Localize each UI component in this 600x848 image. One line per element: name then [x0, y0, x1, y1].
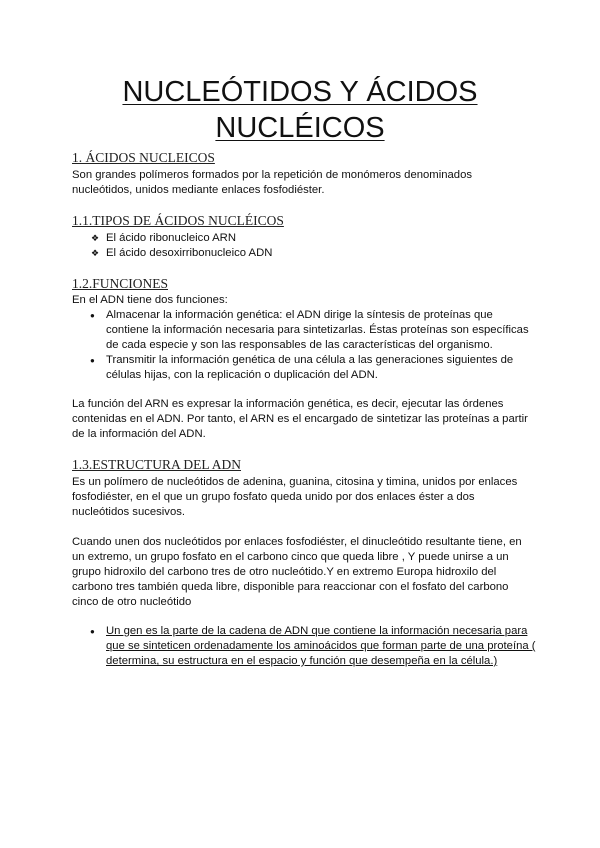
gene-definition: Un gen es la parte de la cadena de ADN que contiene la información necesaria para que se sinteticen ordenadamente los aminoácidos que forman parte de una proteína ( determina, su estructura en el espacio y función que desempeña en la célula.)	[106, 625, 536, 667]
list-item: ● Almacenar la información genética: el ADN dirige la síntesis de proteínas que contiene la información necesaria para sintetizarlas. Éstas proteínas son específicas de cada especie y son las responsables de las características del organismo.	[86, 308, 536, 353]
paragraph-estructura-2: Cuando unen dos nucleótidos por enlaces fosfodiéster, el dinucleótido resultante tiene, en un extremo, un grupo fosfato en el carbono cinco que queda libre , Y puede unirse a un grupo hidroxilo del carbono tres de otro nucleótido.Y en extremo Europa hidroxilo del carbono tres también queda libre, disponible para reaccionar con el fosfato del carbono cinco de otro nucleótido	[72, 536, 522, 608]
functions-intro: En el ADN tiene dos funciones:	[72, 294, 228, 306]
heading-acidos-nucleicos: 1. ÁCIDOS NUCLEICOS	[72, 150, 215, 165]
functions-list	[86, 308, 536, 383]
paragraph-estructura-1: Es un polímero de nucleótidos de adenina, guanina, citosina y timina, unidos por enlaces fosfodiéster, en el que un grupo fosfato queda unido por dos enlaces éster a dos nucleótidos sucesivos.	[72, 476, 518, 518]
heading-estructura: 1.3.ESTRUCTURA DEL ADN	[72, 457, 242, 472]
paragraph-definition: Son grandes polímeros formados por la repetición de monómeros denominados nucleótidos, unidos mediante enlaces fosfodiéster.	[72, 169, 473, 196]
list-item: ❖ El ácido desoxirribonucleico ADN	[86, 246, 546, 261]
heading-funciones: 1.2.FUNCIONES	[72, 276, 169, 291]
list-item: ● Transmitir la información genética de una célula a las generaciones siguientes de células hijas, con la replicación o duplicación del ADN.	[86, 353, 536, 383]
gene-list	[86, 624, 536, 669]
document-title-line1: NUCLEÓTIDOS Y ÁCIDOS	[122, 76, 478, 108]
document-title-line2: NUCLÉICOS	[215, 112, 385, 144]
paragraph-arn: La función del ARN es expresar la información genética, es decir, ejecutar las órdenes contenidas en el ADN. Por tanto, el ARN es el encargado de sintetizar las proteínas a partir de la información del ADN.	[72, 398, 528, 440]
list-item: ❖ El ácido ribonucleico ARN	[86, 231, 546, 246]
heading-tipos: 1.1.TIPOS DE ÁCIDOS NUCLÉICOS	[72, 213, 284, 228]
list-item	[86, 624, 536, 669]
types-list	[86, 231, 546, 261]
